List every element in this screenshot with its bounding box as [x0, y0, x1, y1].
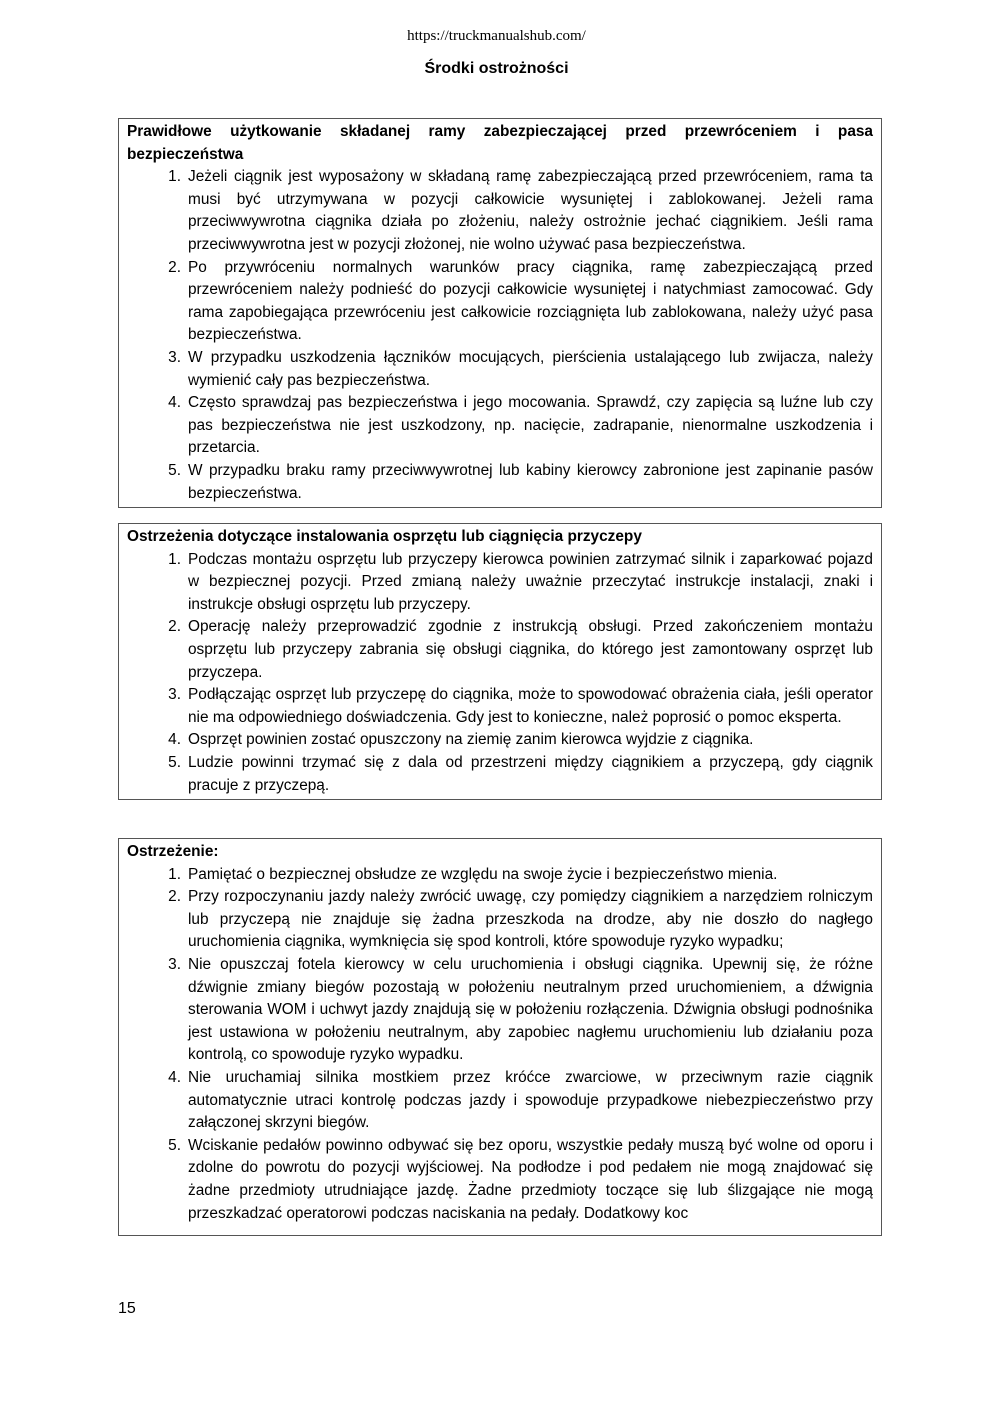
list-number: 1. — [168, 550, 181, 568]
list-number: 1. — [168, 168, 181, 186]
list-item-text: Podczas montażu osprzętu lub przyczepy kierowca powinien zatrzymać silnik i zaparkować pojazd w bezpiecznej pozycji. Przed zmianą należy uważnie przeczytać instrukcje instalacji, znaki i instrukcje obsługi osprzętu lub przyczepy. — [188, 550, 873, 613]
list-item-text: Przy rozpoczynaniu jazdy należy zwrócić uwagę, czy pomiędzy ciągnikiem a narzędziem rolniczym lub przyczepą nie znajduje się żadna przeszkoda na drodze, aby nie doszło do nagłego uruchomienia ciągnika, wymknięcia się spod kontroli, które spowoduje ryzyko wypadku; — [188, 888, 873, 951]
list-number: 5. — [168, 461, 181, 479]
list-number: 2. — [168, 618, 181, 636]
list-number: 4. — [168, 394, 181, 412]
list-item-text: Nie uruchamiaj silnika mostkiem przez króćce zwarciowe, w przeciwnym razie ciągnik automatycznie utraci kontrolę podczas jazdy i spowoduje przypadkowe niebezpieczeństwo przy załączonej skrzyni biegów. — [188, 1068, 873, 1132]
section-box-general-warnings — [118, 838, 882, 1236]
list-number: 4. — [168, 731, 181, 749]
section-heading: Ostrzeżenie: — [127, 843, 219, 860]
list-item — [127, 752, 873, 797]
list-number: 5. — [168, 1136, 181, 1154]
list-item — [127, 347, 873, 392]
list-item — [127, 864, 873, 887]
list-item — [127, 684, 873, 729]
list-item-text: Nie opuszczaj fotela kierowcy w celu uruchomienia i obsługi ciągnika. Upewnij się, że różne dźwignie zmiany biegów pozostają w położeniu neutralnym przed uruchomieniem, a dźwignia sterowania WOM i uchwyt jazdy znajdują się w położeniu rozłączenia. Dźwignia obsługi podnośnika jest ustawiona w położeniu neutralnym, aby zapobiec nagłemu uruchomieniu lub działaniu poza kontrolą, co spowoduje ryzyko wypadku. — [188, 955, 873, 1064]
list-item-text: Ludzie powinni trzymać się z dala od przestrzeni między ciągnikiem a przyczepą, gdy ciągnik pracuje z przyczepą. — [188, 753, 873, 794]
list-item — [127, 257, 873, 347]
list-item-text: Pamiętać o bezpiecznej obsłudze ze względu na swoje życie i bezpieczeństwo mienia. — [188, 865, 778, 883]
list-number: 2. — [168, 258, 181, 276]
list-number: 1. — [168, 865, 181, 883]
list-item-text: Jeżeli ciągnik jest wyposażony w składaną ramę zabezpieczającą przed przewróceniem, rama ta musi być utrzymywana w pozycji całkowicie wysuniętej i zablokowanej. Jeżeli rama przeciwwywrotna ciągnika działa po złożeniu, należy ostrożnie jechać ciągnikiem. Jeśli rama przeciwwywrotna jest w pozycji złożonej, nie wolno używać pasa bezpieczeństwa. — [188, 168, 873, 253]
list-item — [127, 886, 873, 954]
list-item — [127, 616, 873, 684]
section-heading: Ostrzeżenia dotyczące instalowania osprzętu lub ciągnięcia przyczepy — [127, 528, 642, 545]
list-item-text: Podłączając osprzęt lub przyczepę do ciągnika, może to spowodować obrażenia ciała, jeśli operator nie ma odpowiedniego doświadczenia. Gdy jest to konieczne, należ poprosić o pomoc eksperta. — [188, 686, 873, 726]
list-item-text: Osprzęt powinien zostać opuszczony na ziemię zanim kierowca wyjdzie z ciągnika. — [188, 731, 754, 749]
page-title: Środki ostrożności — [424, 60, 569, 77]
list-item-text: Po przywróceniu normalnych warunków pracy ciągnika, ramę zabezpieczającą przed przewróceniem należy podnieść do pozycji całkowicie wysuniętej i natychmiast zamocować. Gdy rama zapobiegająca przewróceniu jest całkowicie rozciągnięta lub zablokowana, należy użyć pasa bezpieczeństwa. — [188, 258, 873, 344]
list-number: 4. — [168, 1068, 181, 1086]
list-item — [127, 1067, 873, 1135]
numbered-list — [127, 166, 873, 505]
list-item-text: Wciskanie pedałów powinno odbywać się bez oporu, wszystkie pedały muszą być wolne od oporu i zdolne do powrotu do pozycji wyjściowej. Na podłodze i pod pedałem nie mogą znajdować się żadne przedmioty utrudniające jazdę. Żadne przedmioty toczące się lub ślizgające nie mogą przeszkadzać operatorowi podczas naciskania na pedały. Dodatkowy koc — [188, 1136, 873, 1222]
numbered-list — [127, 864, 873, 1226]
list-number: 2. — [168, 888, 181, 906]
list-item-text: Często sprawdzaj pas bezpieczeństwa i jego mocowania. Sprawdź, czy zapięcia są luźne lub czy pas bezpieczeństwa nie jest uszkodzony, np. nacięcie, zadrapanie, nienormalne uszkodzenia i przetarcia. — [188, 394, 873, 457]
list-number: 3. — [168, 955, 181, 973]
section-heading: Prawidłowe użytkowanie składanej ramy zabezpieczającej przed przewróceniem i pasa bezpieczeństwa — [127, 123, 873, 163]
list-item — [127, 392, 873, 460]
numbered-list — [127, 549, 873, 798]
list-item — [127, 166, 873, 256]
list-item — [127, 549, 873, 617]
list-number: 5. — [168, 753, 181, 771]
list-item — [127, 954, 873, 1067]
list-number: 3. — [168, 686, 181, 704]
site-url: https://truckmanualshub.com/ — [407, 28, 586, 44]
list-number: 3. — [168, 348, 181, 366]
list-item-text: Operację należy przeprowadzić zgodnie z instrukcją obsługi. Przed zakończeniem montażu osprzętu lub przyczepy zabrania się obsługi ciągnika, do którego jest zamontowany osprzęt lub przyczepa. — [188, 618, 873, 681]
list-item — [127, 729, 873, 752]
list-item — [127, 1135, 873, 1225]
section-box-rollover-frame — [118, 118, 882, 508]
section-box-attachment-warnings — [118, 523, 882, 800]
page-number: 15 — [118, 1300, 136, 1317]
list-item — [127, 460, 873, 505]
list-item-text: W przypadku uszkodzenia łączników mocujących, pierścienia ustalającego lub zwijacza, należy wymienić cały pas bezpieczeństwa. — [188, 348, 873, 389]
list-item-text: W przypadku braku ramy przeciwwywrotnej lub kabiny kierowcy zabronione jest zapinanie pasów bezpieczeństwa. — [188, 461, 873, 502]
